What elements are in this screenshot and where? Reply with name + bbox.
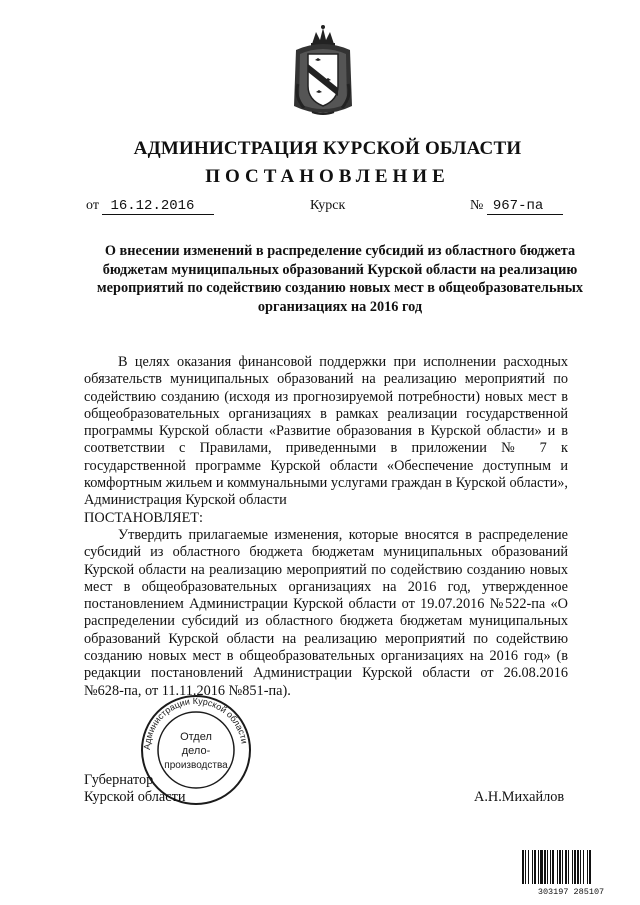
barcode-bar — [552, 850, 554, 884]
document-body — [84, 354, 568, 700]
signatory-name: А.Н.Михайлов — [474, 789, 565, 805]
signatory-position — [84, 772, 186, 807]
barcode-bar — [587, 850, 588, 884]
barcode-bar — [580, 850, 581, 884]
barcode-bar — [525, 850, 526, 884]
barcode-bar — [572, 850, 573, 884]
barcode-bar — [528, 850, 529, 884]
number-prefix: № — [470, 198, 484, 213]
date-block — [86, 198, 214, 215]
barcode-bar — [565, 850, 567, 884]
barcode-bar — [589, 850, 591, 884]
document-subject: О внесении изменений в распределение субсидий из областного бюджета бюджетам муниципальных образований Курской области на реализацию мероприятий по содействию созданию новых мест в общеобразовательных организациях на 2016 год — [96, 243, 584, 315]
barcode-bar — [550, 850, 551, 884]
barcode-bar — [577, 850, 579, 884]
barcode-bar — [544, 850, 546, 884]
document-date: 16.12.2016 — [102, 198, 214, 215]
barcode-bar — [538, 850, 539, 884]
barcode-bar — [559, 850, 561, 884]
barcode-bar — [574, 850, 576, 884]
barcode-number: 303197 285107 — [537, 887, 605, 896]
barcode-bar — [532, 850, 533, 884]
barcode-bar — [562, 850, 563, 884]
barcode-bar — [540, 850, 543, 884]
stamp-line-1: Отдел — [180, 731, 212, 743]
resolves-heading: ПОСТАНОВЛЯЕТ: — [84, 509, 204, 526]
position-line-1: Губернатор — [84, 772, 154, 788]
organization-title: АДМИНИСТРАЦИЯ КУРСКОЙ ОБЛАСТИ — [133, 138, 522, 159]
stamp-line-3: производства — [164, 760, 228, 771]
stamp-ring-text: Администрации Курской области — [141, 695, 250, 751]
barcode-bar — [547, 850, 548, 884]
barcode — [520, 850, 622, 896]
resolution-paragraph: Утвердить прилагаемые изменения, которые вносятся в распределение субсидий из областного бюджета бюджетам муниципальных образований Курской области на реализацию мероприятий по содействию созданию новых мест в общеобразовательных организациях на 2016 год, утвержденное постановлением Администрации Курской области от 19.07.2016 №522-па «О распределении субсидий из областного бюджета бюджетам муниципальных образований Курской области на реализацию мероприятий по содействию созданию новых мест в общеобразовательных организациях на 2016 год» (в редакции постановлений Администрации Курской области от 26.08.2016 №628-па, от 11.11.2016 №851-па). — [84, 526, 568, 699]
number-block — [470, 198, 563, 215]
barcode-bar — [557, 850, 558, 884]
position-line-2: Курской области — [84, 789, 186, 806]
document-number: 967-па — [487, 198, 563, 215]
document-type-title: ПОСТАНОВЛЕНИЕ — [205, 166, 450, 187]
preamble-paragraph: В целях оказания финансовой поддержки при исполнении расходных обязательств муниципальных образований на реализацию мероприятий по содействию созданию (исходя из прогнозируемой потребности) новых мест в общеобразовательных организациях в рамках реализации государственной программы Курской области «Развитие образования в Курской области» и в соответствии с Правилами, приведенными в приложении № 7 к государственной программе Курской области «Обеспечение доступным и комфортным жильем и коммунальными услугами граждан в Курской области», Администрация Курской области — [84, 354, 568, 509]
barcode-bar — [583, 850, 584, 884]
date-prefix: от — [86, 198, 99, 213]
barcode-bar — [534, 850, 536, 884]
stamp-line-2: дело- — [181, 745, 211, 757]
coat-of-arms-icon — [290, 24, 356, 120]
city-label: Курск — [310, 198, 346, 213]
barcode-bar — [568, 850, 569, 884]
barcode-bar — [522, 850, 524, 884]
